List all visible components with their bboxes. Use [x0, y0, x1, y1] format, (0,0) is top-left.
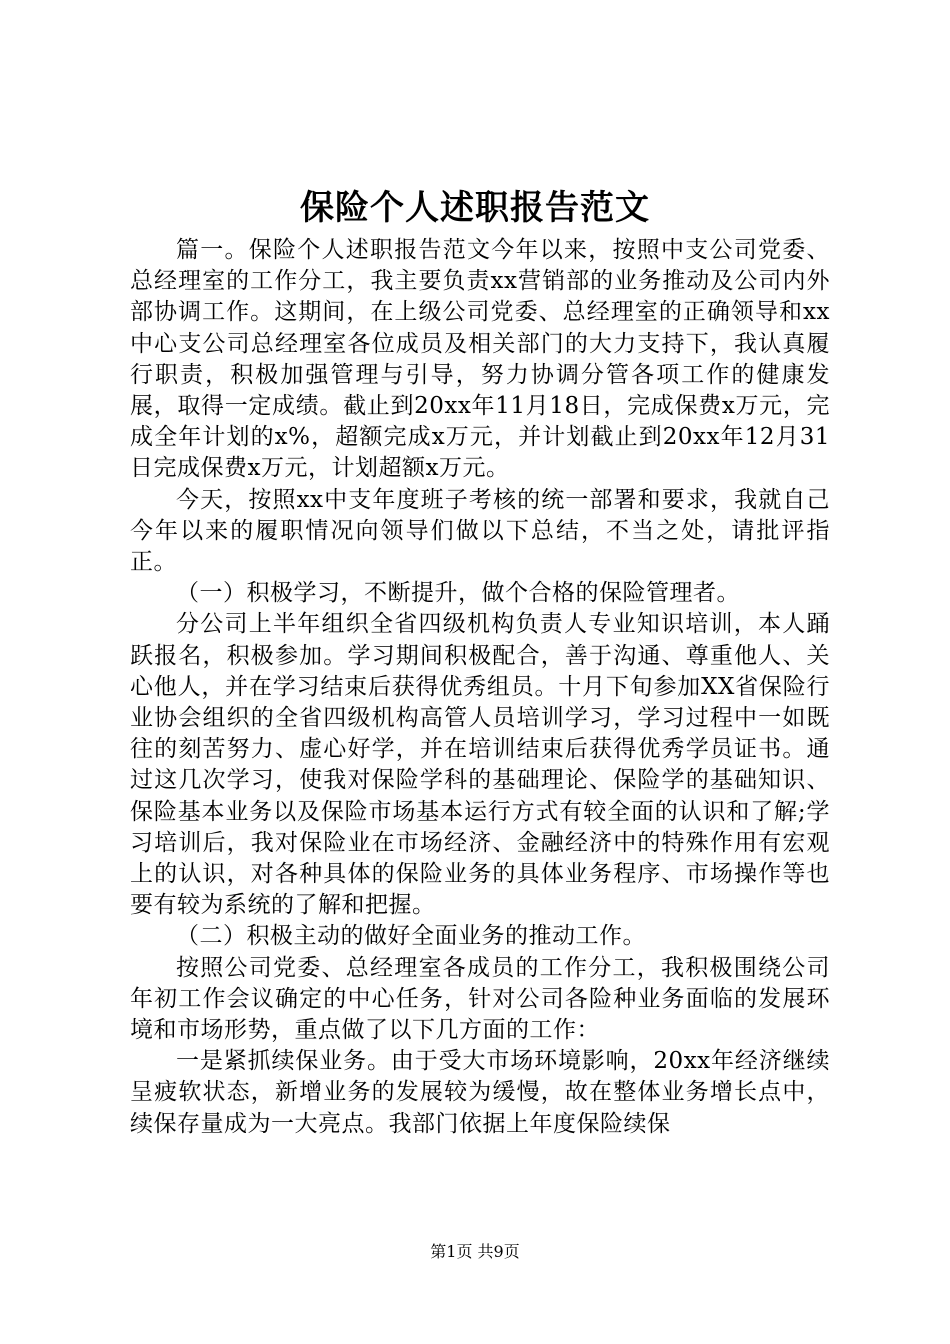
- section-heading-1: （一）积极学习，不断提升，做个合格的保险管理者。: [176, 580, 740, 607]
- section-heading-2: （二）积极主动的做好全面业务的推动工作。: [176, 923, 646, 950]
- paragraph-work-division: 按照公司党委、总经理室各成员的工作分工，我积极围绕公司年初工作会议确定的中心任务，针对公司各险种业务面临的发展环境和市场形势，重点做了以下几方面的工作：: [130, 954, 830, 1044]
- paragraph-summary-purpose: 今天，按照xx中支年度班子考核的统一部署和要求，我就自己今年以来的履职情况向领导们做以下总结，不当之处，请批评指正。: [130, 486, 830, 576]
- paragraph-intro: 篇一。保险个人述职报告范文今年以来，按照中支公司党委、总经理室的工作分工，我主要负责xx营销部的业务推动及公司内外部协调工作。这期间，在上级公司党委、总经理室的正确领导和xx中心支公司总经理室各位成员及相关部门的大力支持下，我认真履行职责，积极加强管理与引导，努力协调分管各项工作的健康发展，取得一定成绩。截止到20xx年11月18日，完成保费x万元，完成全年计划的x%，超额完成x万元，并计划截止到20xx年12月31日完成保费x万元，计划超额x万元。: [130, 237, 830, 482]
- paragraph-training: 分公司上半年组织全省四级机构负责人专业知识培训，本人踊跃报名，积极参加。学习期间积极配合，善于沟通、尊重他人、关心他人，并在学习结束后获得优秀组员。十月下旬参加XX省保险行业协会组织的全省四级机构高管人员培训学习，学习过程中一如既往的刻苦努力、虚心好学，并在培训结束后获得优秀学员证书。通过这几次学习，使我对保险学科的基础理论、保险学的基础知识、保险基本业务以及保险市场基本运行方式有较全面的认识和了解;学习培训后，我对保险业在市场经济、金融经济中的特殊作用有宏观上的认识，对各种具体的保险业务的具体业务程序、市场操作等也要有较为系统的了解和把握。: [130, 611, 830, 919]
- paragraph-renewal-business: 一是紧抓续保业务。由于受大市场环境影响，20xx年经济继续呈疲软状态，新增业务的发展较为缓慢，故在整体业务增长点中，续保存量成为一大亮点。我部门依据上年度保险续保: [130, 1048, 830, 1137]
- document-body: [130, 235, 830, 1140]
- page-number-footer: 第1页 共9页: [430, 1242, 520, 1261]
- document-title: 保险个人述职报告范文: [300, 188, 650, 228]
